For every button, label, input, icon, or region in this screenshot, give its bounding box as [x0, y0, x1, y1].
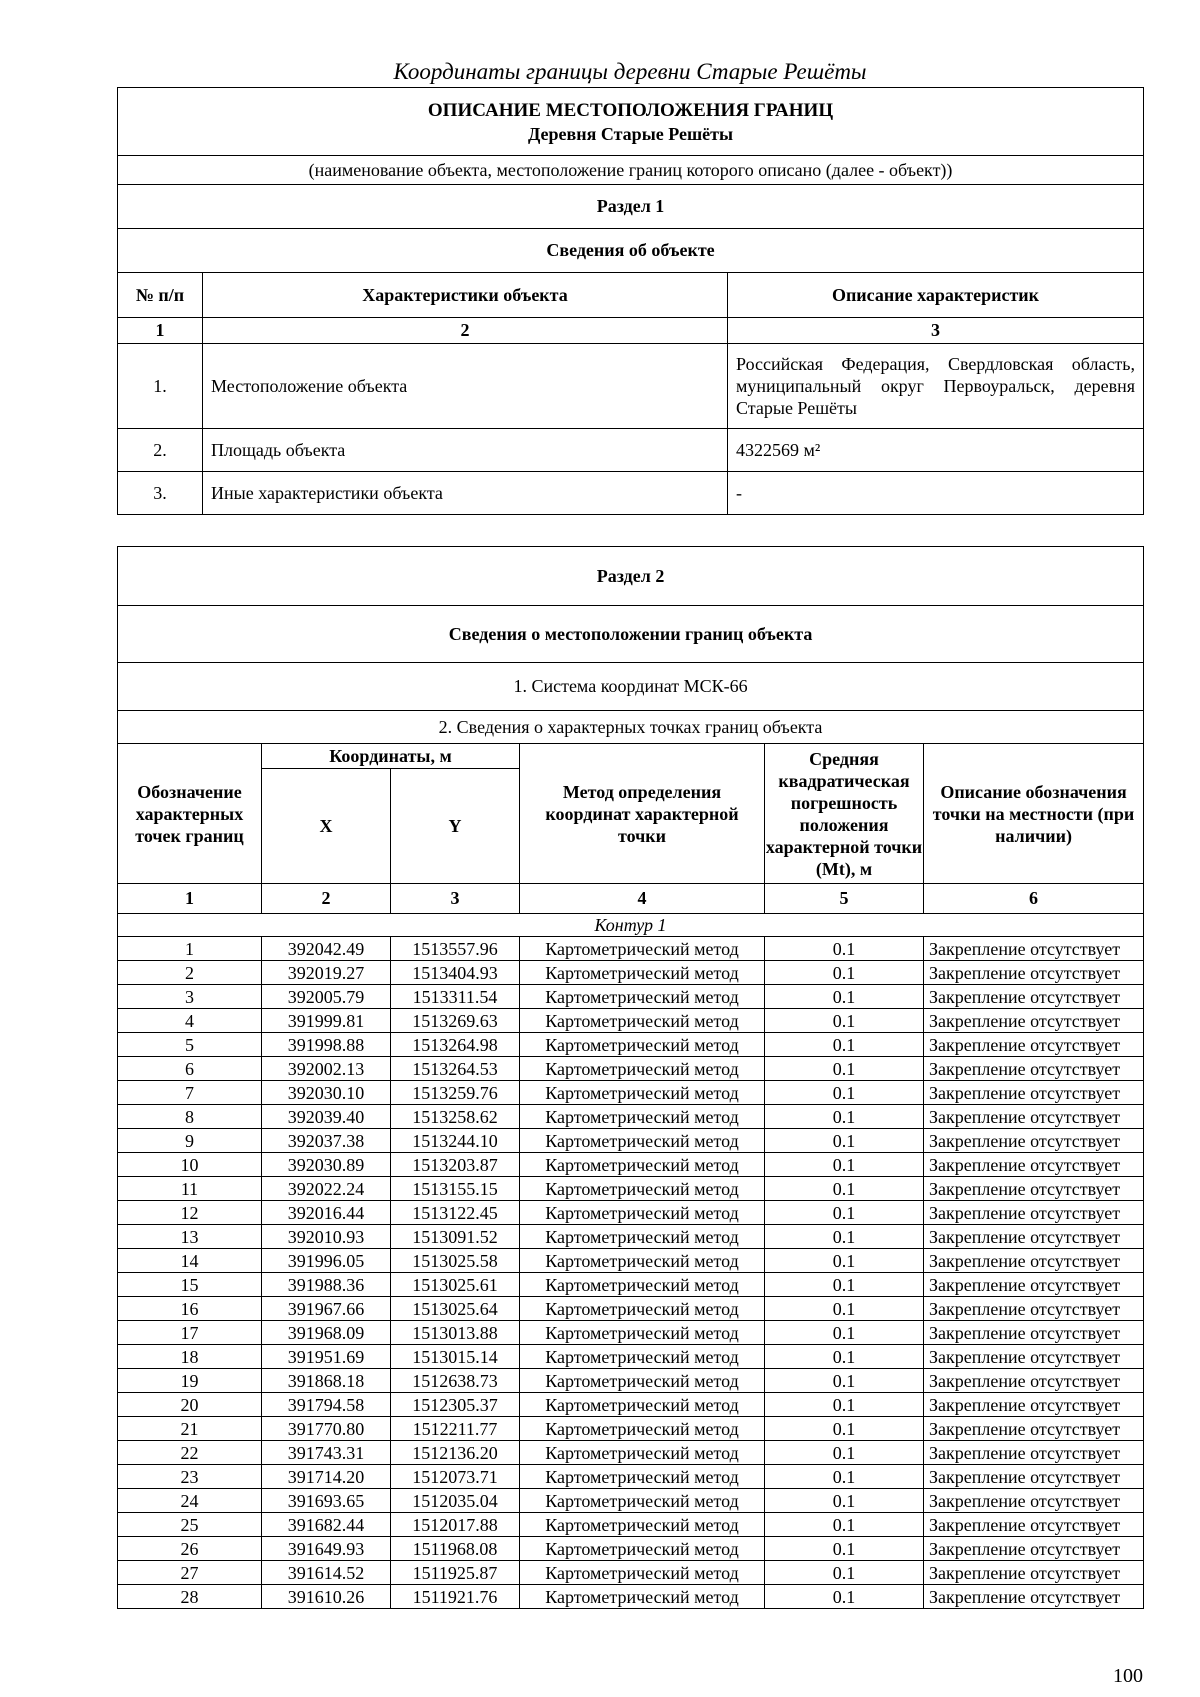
point-id: 8: [118, 1105, 262, 1129]
point-y: 1513091.52: [391, 1225, 520, 1249]
point-error: 0.1: [765, 1105, 924, 1129]
point-description: Закрепление отсутствует: [924, 1009, 1144, 1033]
point-description: Закрепление отсутствует: [924, 1129, 1144, 1153]
point-x: 391693.65: [262, 1489, 391, 1513]
point-y: 1512035.04: [391, 1489, 520, 1513]
column-number: 1: [118, 318, 203, 344]
document-heading: ОПИСАНИЕ МЕСТОПОЛОЖЕНИЯ ГРАНИЦ: [427, 99, 834, 121]
point-y: 1513015.14: [391, 1345, 520, 1369]
characteristic-name: Иные характеристики объекта: [203, 472, 728, 515]
point-error: 0.1: [765, 1465, 924, 1489]
point-x: 392002.13: [262, 1057, 391, 1081]
point-id: 16: [118, 1297, 262, 1321]
table-row: [118, 1393, 1144, 1417]
table-row: [118, 1249, 1144, 1273]
header-cell: [118, 88, 1144, 156]
point-error: 0.1: [765, 1081, 924, 1105]
point-error: 0.1: [765, 1321, 924, 1345]
point-description: Закрепление отсутствует: [924, 1561, 1144, 1585]
point-id: 2: [118, 961, 262, 985]
point-error: 0.1: [765, 1297, 924, 1321]
column-header-coordinates: Координаты, м: [262, 744, 520, 769]
column-header-designation: Обозначение характерных точек границ: [118, 744, 262, 884]
point-id: 17: [118, 1321, 262, 1345]
point-x: 391770.80: [262, 1417, 391, 1441]
table-row: [118, 1417, 1144, 1441]
point-id: 15: [118, 1273, 262, 1297]
point-description: Закрепление отсутствует: [924, 1585, 1144, 1609]
points-section-title: 2. Сведения о характерных точках границ объекта: [118, 711, 1144, 744]
point-method: Картометрический метод: [520, 1105, 765, 1129]
point-id: 5: [118, 1033, 262, 1057]
point-method: Картометрический метод: [520, 1489, 765, 1513]
column-number: 3: [728, 318, 1144, 344]
point-description: Закрепление отсутствует: [924, 1441, 1144, 1465]
point-x: 392010.93: [262, 1225, 391, 1249]
point-description: Закрепление отсутствует: [924, 961, 1144, 985]
point-id: 4: [118, 1009, 262, 1033]
point-id: 23: [118, 1465, 262, 1489]
point-description: Закрепление отсутствует: [924, 1345, 1144, 1369]
point-method: Картометрический метод: [520, 1201, 765, 1225]
section-2-title: Сведения о местоположении границ объекта: [118, 606, 1144, 663]
point-description: Закрепление отсутствует: [924, 1105, 1144, 1129]
point-error: 0.1: [765, 1201, 924, 1225]
table-row: [118, 961, 1144, 985]
point-method: Картометрический метод: [520, 1081, 765, 1105]
table-row: [118, 1105, 1144, 1129]
point-error: 0.1: [765, 1033, 924, 1057]
point-y: 1513025.61: [391, 1273, 520, 1297]
point-id: 22: [118, 1441, 262, 1465]
point-x: 391794.58: [262, 1393, 391, 1417]
point-error: 0.1: [765, 1441, 924, 1465]
point-id: 20: [118, 1393, 262, 1417]
column-header-x: X: [262, 769, 391, 884]
point-y: 1512638.73: [391, 1369, 520, 1393]
point-id: 3: [118, 985, 262, 1009]
point-method: Картометрический метод: [520, 1249, 765, 1273]
table-row: [118, 1057, 1144, 1081]
point-method: Картометрический метод: [520, 1129, 765, 1153]
point-id: 9: [118, 1129, 262, 1153]
point-method: Картометрический метод: [520, 1537, 765, 1561]
point-y: 1513155.15: [391, 1177, 520, 1201]
point-x: 392019.27: [262, 961, 391, 985]
point-id: 24: [118, 1489, 262, 1513]
point-y: 1513259.76: [391, 1081, 520, 1105]
point-method: Картометрический метод: [520, 1345, 765, 1369]
table-header-row: [118, 88, 1144, 156]
table-row: [118, 1585, 1144, 1609]
point-method: Картометрический метод: [520, 1465, 765, 1489]
column-number-row: [118, 884, 1144, 914]
column-header-row: [118, 744, 1144, 769]
point-method: Картометрический метод: [520, 1057, 765, 1081]
point-y: 1511921.76: [391, 1585, 520, 1609]
point-description: Закрепление отсутствует: [924, 1297, 1144, 1321]
point-y: 1511925.87: [391, 1561, 520, 1585]
column-number: 3: [391, 884, 520, 914]
column-number: 1: [118, 884, 262, 914]
point-error: 0.1: [765, 1561, 924, 1585]
point-y: 1513404.93: [391, 961, 520, 985]
point-error: 0.1: [765, 1129, 924, 1153]
table-row: [118, 1465, 1144, 1489]
point-y: 1513264.53: [391, 1057, 520, 1081]
column-header-y: Y: [391, 769, 520, 884]
point-method: Картометрический метод: [520, 1153, 765, 1177]
point-y: 1513122.45: [391, 1201, 520, 1225]
point-method: Картометрический метод: [520, 1321, 765, 1345]
point-description: Закрепление отсутствует: [924, 1393, 1144, 1417]
section-1-label: Раздел 1: [118, 185, 1144, 229]
point-method: Картометрический метод: [520, 1177, 765, 1201]
row-number: 2.: [118, 429, 203, 472]
point-id: 27: [118, 1561, 262, 1585]
column-number: 2: [203, 318, 728, 344]
point-x: 391614.52: [262, 1561, 391, 1585]
point-id: 21: [118, 1417, 262, 1441]
column-header: Характеристики объекта: [203, 273, 728, 318]
point-description: Закрепление отсутствует: [924, 1417, 1144, 1441]
point-y: 1513264.98: [391, 1033, 520, 1057]
point-method: Картометрический метод: [520, 1225, 765, 1249]
table-row: [118, 1081, 1144, 1105]
object-name: Деревня Старые Решёты: [527, 123, 734, 144]
point-error: 0.1: [765, 1177, 924, 1201]
table-row: [118, 1201, 1144, 1225]
point-y: 1513025.58: [391, 1249, 520, 1273]
section-2-label: Раздел 2: [118, 547, 1144, 606]
table-row: [118, 1345, 1144, 1369]
table-row: [118, 1009, 1144, 1033]
point-y: 1513269.63: [391, 1009, 520, 1033]
point-error: 0.1: [765, 937, 924, 961]
table-row: [118, 1153, 1144, 1177]
characteristic-name: Площадь объекта: [203, 429, 728, 472]
point-x: 392016.44: [262, 1201, 391, 1225]
point-x: 391998.88: [262, 1033, 391, 1057]
table-row: [118, 1321, 1144, 1345]
column-header: Описание характеристик: [728, 273, 1144, 318]
contour-label: Контур 1: [118, 914, 1144, 937]
point-id: 13: [118, 1225, 262, 1249]
point-x: 391682.44: [262, 1513, 391, 1537]
column-header-description: Описание обозначения точки на местности (при наличии): [924, 744, 1144, 884]
point-method: Картометрический метод: [520, 937, 765, 961]
point-x: 391714.20: [262, 1465, 391, 1489]
point-id: 25: [118, 1513, 262, 1537]
column-number: 4: [520, 884, 765, 914]
point-id: 19: [118, 1369, 262, 1393]
point-error: 0.1: [765, 1369, 924, 1393]
characteristic-value: Российская Федерация, Свердловская область, муниципальный округ Первоуральск, деревня Старые Решёты: [728, 344, 1144, 429]
page-title: Координаты границы деревни Старые Решёты: [393, 59, 867, 84]
point-y: 1512073.71: [391, 1465, 520, 1489]
point-description: Закрепление отсутствует: [924, 1489, 1144, 1513]
point-error: 0.1: [765, 1009, 924, 1033]
point-error: 0.1: [765, 1249, 924, 1273]
point-x: 391967.66: [262, 1297, 391, 1321]
point-y: 1513258.62: [391, 1105, 520, 1129]
column-header-error: Средняя квадратическая погрешность положения характерной точки (Mt), м: [765, 744, 924, 884]
point-method: Картометрический метод: [520, 1033, 765, 1057]
point-description: Закрепление отсутствует: [924, 1081, 1144, 1105]
point-y: 1511968.08: [391, 1537, 520, 1561]
point-x: 392005.79: [262, 985, 391, 1009]
column-number: 5: [765, 884, 924, 914]
point-method: Картометрический метод: [520, 1441, 765, 1465]
point-id: 28: [118, 1585, 262, 1609]
column-number: 2: [262, 884, 391, 914]
table-row: [118, 1369, 1144, 1393]
column-header-row: [118, 273, 1144, 318]
point-y: 1513025.64: [391, 1297, 520, 1321]
point-y: 1512211.77: [391, 1417, 520, 1441]
point-x: 392037.38: [262, 1129, 391, 1153]
point-description: Закрепление отсутствует: [924, 1153, 1144, 1177]
table-row: [118, 1441, 1144, 1465]
table-row: [118, 1489, 1144, 1513]
table-row: [118, 1513, 1144, 1537]
point-description: Закрепление отсутствует: [924, 1057, 1144, 1081]
point-error: 0.1: [765, 1489, 924, 1513]
point-description: Закрепление отсутствует: [924, 1033, 1144, 1057]
point-x: 392030.10: [262, 1081, 391, 1105]
point-id: 7: [118, 1081, 262, 1105]
characteristic-value: -: [728, 472, 1144, 515]
point-error: 0.1: [765, 1345, 924, 1369]
table-row: [118, 344, 1144, 429]
point-id: 6: [118, 1057, 262, 1081]
point-y: 1513013.88: [391, 1321, 520, 1345]
point-x: 392030.89: [262, 1153, 391, 1177]
characteristic-name: Местоположение объекта: [203, 344, 728, 429]
table-row: [118, 1297, 1144, 1321]
point-method: Картометрический метод: [520, 1393, 765, 1417]
point-error: 0.1: [765, 961, 924, 985]
table-row: [118, 472, 1144, 515]
point-description: Закрепление отсутствует: [924, 1177, 1144, 1201]
table-row: [118, 429, 1144, 472]
point-method: Картометрический метод: [520, 1417, 765, 1441]
point-id: 18: [118, 1345, 262, 1369]
point-method: Картометрический метод: [520, 961, 765, 985]
column-header: № п/п: [118, 273, 203, 318]
point-method: Картометрический метод: [520, 985, 765, 1009]
point-method: Картометрический метод: [520, 1297, 765, 1321]
point-x: 391649.93: [262, 1537, 391, 1561]
point-error: 0.1: [765, 1417, 924, 1441]
point-description: Закрепление отсутствует: [924, 1537, 1144, 1561]
point-description: Закрепление отсутствует: [924, 985, 1144, 1009]
point-description: Закрепление отсутствует: [924, 1225, 1144, 1249]
point-y: 1512136.20: [391, 1441, 520, 1465]
point-x: 391988.36: [262, 1273, 391, 1297]
table-row: [118, 1273, 1144, 1297]
point-description: Закрепление отсутствует: [924, 1321, 1144, 1345]
point-id: 1: [118, 937, 262, 961]
point-method: Картометрический метод: [520, 1369, 765, 1393]
point-x: 391999.81: [262, 1009, 391, 1033]
point-description: Закрепление отсутствует: [924, 1273, 1144, 1297]
page-number: 100: [1113, 1665, 1143, 1687]
point-y: 1513203.87: [391, 1153, 520, 1177]
point-method: Картометрический метод: [520, 1585, 765, 1609]
table-row: [118, 1561, 1144, 1585]
table-row: [118, 1129, 1144, 1153]
point-description: Закрепление отсутствует: [924, 1201, 1144, 1225]
point-x: 391968.09: [262, 1321, 391, 1345]
point-id: 14: [118, 1249, 262, 1273]
point-y: 1512017.88: [391, 1513, 520, 1537]
point-description: Закрепление отсутствует: [924, 937, 1144, 961]
coordinate-system: 1. Система координат МСК-66: [118, 663, 1144, 711]
point-y: 1512305.37: [391, 1393, 520, 1417]
table-row: [118, 1033, 1144, 1057]
row-number: 3.: [118, 472, 203, 515]
point-error: 0.1: [765, 1393, 924, 1417]
point-id: 12: [118, 1201, 262, 1225]
point-y: 1513311.54: [391, 985, 520, 1009]
point-x: 391951.69: [262, 1345, 391, 1369]
point-y: 1513244.10: [391, 1129, 520, 1153]
point-method: Картометрический метод: [520, 1513, 765, 1537]
row-number: 1.: [118, 344, 203, 429]
column-number: 6: [924, 884, 1144, 914]
point-description: Закрепление отсутствует: [924, 1513, 1144, 1537]
point-y: 1513557.96: [391, 937, 520, 961]
section-1-title: Сведения об объекте: [118, 229, 1144, 273]
table-row: [118, 937, 1144, 961]
object-info-table: [117, 87, 1144, 515]
point-x: 391996.05: [262, 1249, 391, 1273]
point-x: 392022.24: [262, 1177, 391, 1201]
object-caption: (наименование объекта, местоположение границ которого описано (далее - объект)): [118, 156, 1144, 185]
table-row: [118, 1537, 1144, 1561]
point-description: Закрепление отсутствует: [924, 1465, 1144, 1489]
point-error: 0.1: [765, 1513, 924, 1537]
point-x: 392042.49: [262, 937, 391, 961]
characteristic-value: 4322569 м²: [728, 429, 1144, 472]
point-x: 391868.18: [262, 1369, 391, 1393]
point-error: 0.1: [765, 1537, 924, 1561]
point-error: 0.1: [765, 1585, 924, 1609]
point-description: Закрепление отсутствует: [924, 1369, 1144, 1393]
point-method: Картометрический метод: [520, 1561, 765, 1585]
point-x: 391610.26: [262, 1585, 391, 1609]
point-error: 0.1: [765, 1225, 924, 1249]
table-row: [118, 1177, 1144, 1201]
point-description: Закрепление отсутствует: [924, 1249, 1144, 1273]
point-id: 26: [118, 1537, 262, 1561]
boundary-points-table: [117, 546, 1144, 1609]
column-number-row: [118, 318, 1144, 344]
points-body: [118, 937, 1144, 1609]
point-error: 0.1: [765, 1153, 924, 1177]
point-error: 0.1: [765, 985, 924, 1009]
column-header-method: Метод определения координат характерной точки: [520, 744, 765, 884]
table-row: [118, 1225, 1144, 1249]
point-id: 11: [118, 1177, 262, 1201]
point-x: 391743.31: [262, 1441, 391, 1465]
table-row: [118, 985, 1144, 1009]
point-id: 10: [118, 1153, 262, 1177]
point-x: 392039.40: [262, 1105, 391, 1129]
point-method: Картометрический метод: [520, 1009, 765, 1033]
point-method: Картометрический метод: [520, 1273, 765, 1297]
point-error: 0.1: [765, 1057, 924, 1081]
point-error: 0.1: [765, 1273, 924, 1297]
